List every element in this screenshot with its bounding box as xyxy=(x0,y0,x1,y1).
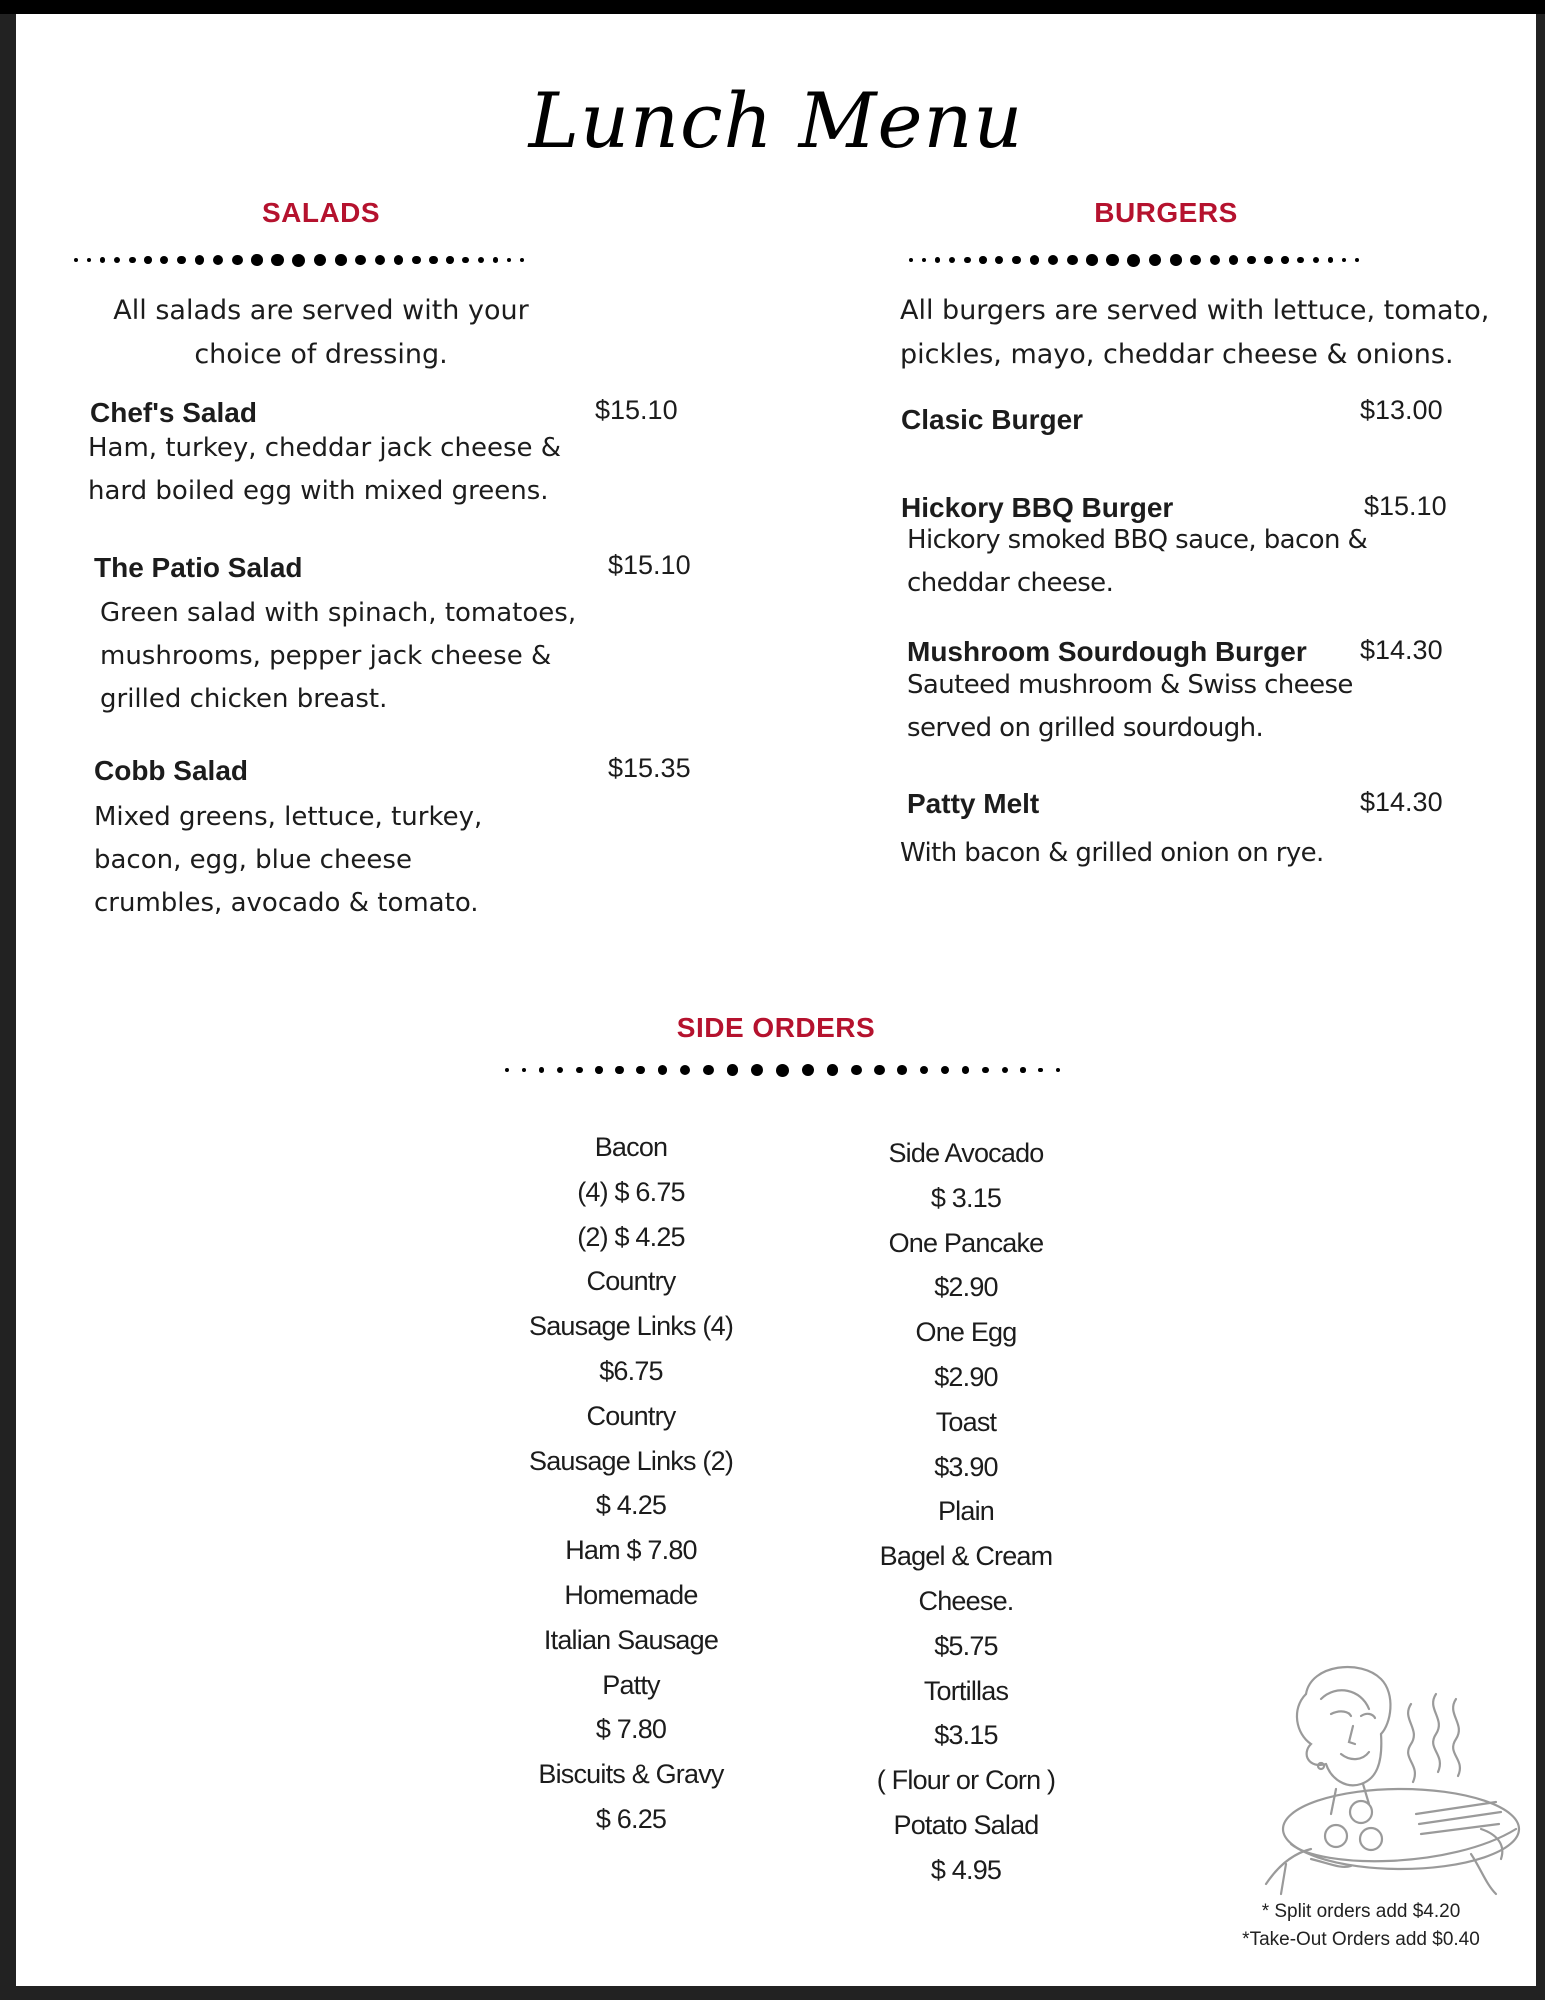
divider-dot xyxy=(576,1067,583,1074)
divider-dot xyxy=(114,257,120,263)
menu-item-description: Ham, turkey, cheddar jack cheese & hard boiled egg with mixed greens. xyxy=(88,433,562,506)
divider-dot xyxy=(1170,254,1182,266)
divider-dot xyxy=(505,1068,509,1072)
divider-dot xyxy=(680,1065,690,1075)
divider-dot xyxy=(355,255,366,266)
side-order-line: Ham $ 7.80 xyxy=(565,1535,697,1566)
divider-dot xyxy=(129,257,136,264)
divider-dot xyxy=(615,1066,623,1074)
divider-dot xyxy=(1106,254,1118,266)
dotted-divider xyxy=(74,250,524,270)
divider-dot xyxy=(1281,256,1288,263)
divider-dot xyxy=(1264,256,1272,264)
divider-dot xyxy=(1127,254,1140,267)
divider-dot xyxy=(949,257,955,263)
divider-dot xyxy=(920,1066,929,1075)
divider-dot xyxy=(429,256,437,264)
divider-dot xyxy=(74,258,78,262)
side-order-line: $6.75 xyxy=(599,1355,663,1386)
divider-dot xyxy=(922,258,927,263)
salads-heading: SALADS xyxy=(261,197,381,228)
divider-dot xyxy=(595,1066,602,1073)
side-order-line: $ 4.95 xyxy=(930,1854,1002,1885)
divider-dot xyxy=(1056,1068,1060,1072)
side-order-line: Sausage Links (4) xyxy=(528,1311,734,1342)
divider-dot xyxy=(1247,256,1256,265)
divider-dot xyxy=(232,255,243,266)
menu-item-name: Hickory BBQ Burger xyxy=(901,492,1174,523)
side-order-line: $2.90 xyxy=(934,1361,998,1392)
divider-dot xyxy=(1038,1068,1043,1073)
divider-dot xyxy=(982,1067,989,1074)
split-order-note: * Split orders add $4.20 xyxy=(1261,1901,1461,1922)
divider-dot xyxy=(751,1064,763,1076)
burgers-heading: BURGERS xyxy=(1094,197,1238,228)
divider-dot xyxy=(446,256,453,263)
divider-dot xyxy=(897,1065,907,1075)
divider-dot xyxy=(962,1066,969,1073)
side-order-line: $ 6.25 xyxy=(595,1803,667,1834)
divider-dot xyxy=(1002,1067,1008,1073)
menu-item-name: Patty Melt xyxy=(907,788,1040,819)
menu-item-description: Green salad with spinach, tomatoes, mushrooms, pepper jack cheese & grilled chicken breast. xyxy=(100,598,577,714)
menu-item-name: Clasic Burger xyxy=(901,404,1084,435)
side-order-line: (4) $ 6.75 xyxy=(577,1176,685,1207)
divider-dot xyxy=(478,257,484,263)
divider-dot xyxy=(1297,257,1304,264)
side-order-line: One Egg xyxy=(915,1317,1017,1348)
divider-dot xyxy=(195,255,205,265)
footnotes xyxy=(1196,1898,1526,1954)
side-order-line: Potato Salad xyxy=(893,1809,1039,1840)
divider-dot xyxy=(802,1064,814,1076)
divider-dot xyxy=(1030,255,1040,265)
dotted-divider xyxy=(909,250,1359,270)
side-order-line: $3.90 xyxy=(934,1451,998,1482)
menu-item-price: $14.30 xyxy=(1360,787,1443,817)
side-order-line: One Pancake xyxy=(888,1227,1044,1258)
divider-dot xyxy=(335,254,347,266)
side-order-line: $5.75 xyxy=(934,1630,998,1661)
retro-waitress-illustration-icon xyxy=(1251,1654,1521,1904)
side-order-line: Country xyxy=(586,1266,676,1297)
divider-dot xyxy=(935,257,940,262)
divider-dot xyxy=(964,257,971,264)
divider-dot xyxy=(177,256,186,265)
divider-dot xyxy=(160,256,168,264)
menu-item-price: $15.10 xyxy=(608,550,691,580)
side-order-line: ( Flour or Corn ) xyxy=(876,1765,1056,1796)
side-order-line: Cheese. xyxy=(918,1585,1014,1616)
divider-dot xyxy=(412,256,421,265)
divider-dot xyxy=(727,1064,739,1076)
side-order-line: $2.90 xyxy=(934,1272,998,1303)
divider-dot xyxy=(1355,258,1359,262)
side-order-line: Patty xyxy=(602,1669,660,1700)
side-orders-left-column xyxy=(486,1125,776,1842)
side-order-line: $ 7.80 xyxy=(595,1714,667,1745)
divider-dot xyxy=(1313,257,1319,263)
divider-dot xyxy=(636,1066,645,1075)
divider-dot xyxy=(507,258,512,263)
divider-dot xyxy=(874,1065,884,1075)
divider-dot xyxy=(1342,258,1347,263)
menu-item-price: $13.00 xyxy=(1360,395,1443,425)
divider-dot xyxy=(213,255,223,265)
side-order-line: $3.15 xyxy=(934,1720,998,1751)
side-order-line: Toast xyxy=(935,1406,997,1437)
divider-dot xyxy=(851,1065,862,1076)
divider-dot xyxy=(1067,255,1078,266)
side-orders-right-column xyxy=(816,1131,1116,1893)
side-order-line: Bacon xyxy=(594,1132,668,1162)
divider-dot xyxy=(1210,255,1220,265)
divider-dot xyxy=(87,258,92,263)
divider-dot xyxy=(520,258,524,262)
side-order-line: Plain xyxy=(937,1496,995,1527)
side-orders-heading: SIDE ORDERS xyxy=(676,1012,876,1043)
divider-dot xyxy=(1190,255,1201,266)
divider-dot xyxy=(292,254,305,267)
divider-dot xyxy=(144,256,151,263)
divider-dot xyxy=(1020,1067,1025,1072)
divider-dot xyxy=(658,1065,668,1075)
divider-dot xyxy=(827,1064,839,1076)
menu-page xyxy=(16,14,1536,1986)
top-frame-bar xyxy=(0,0,1545,14)
menu-item-price: $14.30 xyxy=(1360,635,1443,665)
divider-dot xyxy=(995,256,1003,264)
takeout-order-note: *Take-Out Orders add $0.40 xyxy=(1242,1929,1480,1950)
salads-intro: All salads are served with your choice of dressing. xyxy=(113,295,529,370)
side-order-line: Country xyxy=(586,1400,676,1431)
divider-dot xyxy=(703,1065,714,1076)
divider-dot xyxy=(375,255,385,265)
menu-item-price: $15.10 xyxy=(595,395,678,425)
divider-dot xyxy=(557,1067,563,1073)
divider-dot xyxy=(941,1066,949,1074)
divider-dot xyxy=(100,257,105,262)
menu-item-name: The Patio Salad xyxy=(94,552,303,583)
side-order-line: Tortillas xyxy=(923,1675,1009,1706)
divider-dot xyxy=(1149,254,1161,266)
menu-item-description: Hickory smoked BBQ sauce, bacon & cheddar cheese. xyxy=(907,525,1368,598)
divider-dot xyxy=(1012,256,1021,265)
divider-dot xyxy=(1229,255,1239,265)
menu-item-name: Chef's Salad xyxy=(90,397,257,428)
divider-dot xyxy=(979,256,986,263)
side-order-line: Sausage Links (2) xyxy=(528,1445,734,1476)
menu-item-description: Mixed greens, lettuce, turkey, bacon, egg, blue cheese crumbles, avocado & tomato. xyxy=(94,802,483,918)
divider-dot xyxy=(314,254,326,266)
burgers-intro: All burgers are served with lettuce, tomato, pickles, mayo, cheddar cheese & onions. xyxy=(900,295,1490,370)
divider-dot xyxy=(1048,255,1058,265)
divider-dot xyxy=(1328,257,1333,262)
divider-dot xyxy=(522,1068,527,1073)
divider-dot xyxy=(909,258,913,262)
page-title: Lunch Menu xyxy=(528,76,1024,165)
menu-item-name: Cobb Salad xyxy=(94,755,249,786)
divider-dot xyxy=(776,1064,789,1077)
side-order-line: Bagel & Cream xyxy=(879,1541,1053,1572)
menu-item-price: $15.35 xyxy=(608,753,691,783)
divider-dot xyxy=(271,254,283,266)
divider-dot xyxy=(539,1067,544,1072)
menu-item-price: $15.10 xyxy=(1364,491,1447,521)
side-order-line: (2) $ 4.25 xyxy=(577,1221,685,1252)
side-order-line: $ 3.15 xyxy=(930,1182,1002,1213)
dotted-divider xyxy=(505,1060,1060,1080)
side-order-line: Homemade xyxy=(564,1579,698,1610)
divider-dot xyxy=(493,257,498,262)
side-order-line: Italian Sausage xyxy=(543,1624,719,1655)
menu-item-name: Mushroom Sourdough Burger xyxy=(907,636,1307,667)
divider-dot xyxy=(251,254,263,266)
menu-item-description: With bacon & grilled onion on rye. xyxy=(900,838,1324,868)
divider-dot xyxy=(1086,254,1098,266)
side-order-line: Side Avocado xyxy=(888,1138,1044,1168)
divider-dot xyxy=(394,255,404,265)
divider-dot xyxy=(462,257,469,264)
side-order-line: $ 4.25 xyxy=(595,1490,667,1521)
menu-item-description: Sauteed mushroom & Swiss cheese served on grilled sourdough. xyxy=(907,670,1353,743)
side-order-line: Biscuits & Gravy xyxy=(538,1759,724,1790)
